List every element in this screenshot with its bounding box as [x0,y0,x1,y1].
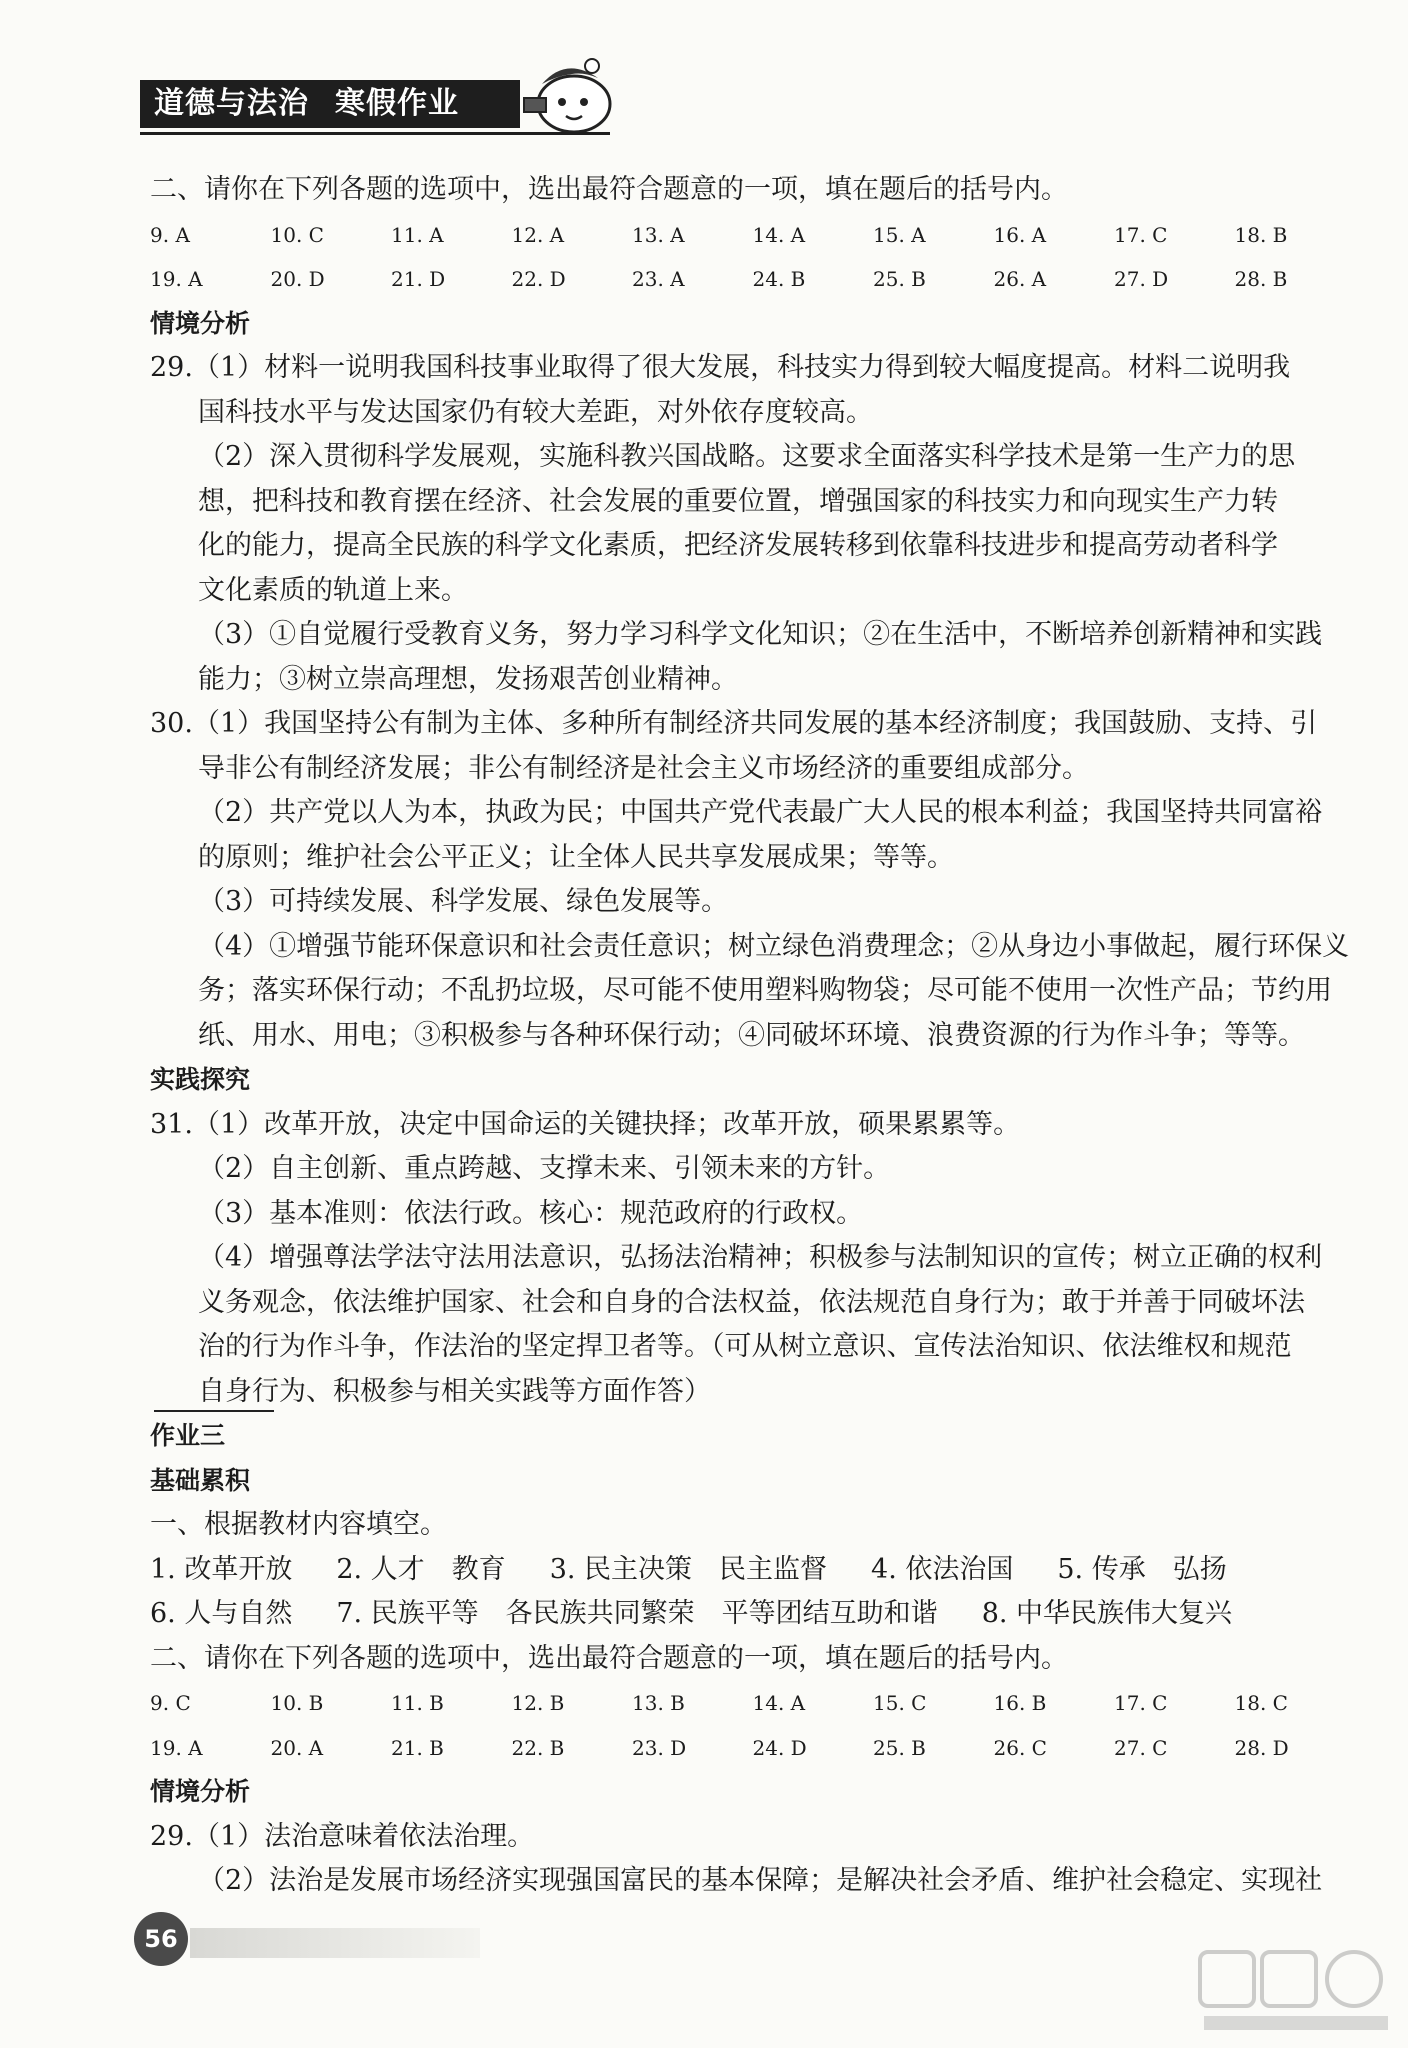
text-line [150,1859,1350,1904]
line-text: （3）基本准则：依法行政。核心：规范政府的行政权。 [198,1197,864,1229]
answer-item: 26. A [993,267,1047,291]
answer-item: 10. B [270,1691,324,1715]
answer-item: 27. D [1114,267,1169,291]
line-text: （3）可持续发展、科学发展、绿色发展等。 [198,886,729,917]
answer-item: 21. D [391,267,446,291]
section-title: 作业三 [150,1421,226,1450]
text-line [150,1637,1350,1682]
answer-item: 22. D [511,267,566,291]
fill-item: 6. 人与自然 [150,1598,293,1629]
footer-band [190,1928,480,1958]
text-line [150,702,1350,747]
text-line [150,1192,1350,1237]
text-line [150,836,1350,881]
answer-item: 23. D [632,1735,687,1760]
line-text: 治的行为作斗争，作法治的坚定捍卫者等。（可从树立意识、宣传法治知识、依法维权和规范 [198,1331,1292,1362]
line-text: （2）自主创新、重点跨越、支撑未来、引领未来的方针。 [198,1153,891,1184]
page-header [140,52,600,130]
answer-item: 17. C [1114,1691,1168,1715]
answer-item: 11. A [391,222,444,247]
line-text: 31.（1）改革开放，决定中国命运的关键抉择；改革开放，硕果累累等。 [150,1108,1021,1140]
line-text: 的原则；维护社会公平正义；让全体人民共享发展成果；等等。 [198,841,954,873]
answer-item: 19. A [150,267,203,291]
text-line [150,747,1350,792]
answer-item: 25. B [873,267,926,291]
text-line [150,1014,1350,1059]
text-line [150,569,1350,614]
section-title: 实践探究 [150,1065,251,1094]
section-title: 基础累积 [150,1465,251,1495]
fill-item: 5. 传承 弘扬 [1057,1553,1227,1585]
line-text: 29.（1）法治意味着依法治理。 [150,1820,535,1852]
text-line [150,435,1350,480]
fill-item: 2. 人才 教育 [336,1553,506,1585]
answer-item: 26. C [993,1735,1047,1760]
line-text: 二、请你在下列各题的选项中，选出最符合题意的一项，填在题后的括号内。 [150,1642,1068,1674]
section-rule [154,1410,274,1412]
text-line [150,524,1350,569]
answer-item: 13. B [632,1691,685,1715]
answer-item: 24. B [752,267,806,291]
answer-item: 9. A [150,222,190,247]
answer-item: 19. A [150,1735,203,1760]
header-book: 寒假作业 [335,86,459,121]
answer-row [150,257,1350,302]
line-text: （4）①增强节能环保意识和社会责任意识；树立绿色消费理念；②从身边小事做起，履行环保义 [198,930,1350,962]
text-line [150,880,1350,925]
section-heading [150,1770,1350,1815]
answer-item: 18. B [1234,222,1288,247]
header-subject: 道德与法治 [154,86,309,121]
text-line [150,613,1350,658]
line-text: （4）增强尊法学法守法用法意识，弘扬法治精神；积极参与法制知识的宣传；树立正确的权利 [198,1242,1323,1273]
line-text: 自身行为、积极参与相关实践等方面作答） [198,1375,711,1407]
answer-item: 23. A [632,267,685,291]
answer-item: 18. C [1234,1691,1288,1715]
line-text: （2）共产党以人为本，执政为民；中国共产党代表最广大人民的根本利益；我国坚持共同富裕 [198,797,1323,828]
fill-item: 3. 民主决策 民主监督 [549,1553,828,1585]
text-line [150,480,1350,525]
text-line [150,1503,1350,1548]
fill-row [150,1592,1350,1637]
answer-item: 16. A [993,222,1047,247]
fill-row [150,1548,1350,1593]
line-text: 29.（1）材料一说明我国科技事业取得了很大发展，科技实力得到较大幅度提高。材料二说明我 [150,352,1291,383]
answer-item: 11. B [391,1691,444,1715]
fill-item: 1. 改革开放 [150,1553,293,1585]
answer-item: 15. A [873,222,926,247]
line-text: 国科技水平与发达国家仍有较大差距，对外依存度较高。 [198,396,873,428]
header-title-bar [140,80,520,128]
answer-item: 14. A [752,1691,806,1715]
text-line [150,1281,1350,1326]
answer-item: 27. C [1114,1735,1168,1760]
answer-item: 21. B [391,1735,444,1760]
fill-item: 7. 民族平等 各民族共同繁荣 平等团结互助和谐 [336,1598,938,1629]
answer-item: 16. B [993,1691,1047,1715]
watermark-logo-icon [1196,1946,1396,2036]
section-heading [150,302,1350,347]
answer-item: 17. C [1114,222,1168,247]
answer-row [150,1726,1350,1771]
line-text: 30.（1）我国坚持公有制为主体、多种所有制经济共同发展的基本经济制度；我国鼓励、支持、引 [150,708,1318,739]
line-text: 化的能力，提高全民族的科学文化素质，把经济发展转移到依靠科技进步和提高劳动者科学 [198,530,1278,561]
text-line [150,1103,1350,1148]
answer-row [150,1681,1350,1726]
line-text: 想，把科技和教育摆在经济、社会发展的重要位置，增强国家的科技实力和向现实生产力转 [198,485,1278,517]
line-text: （2）法治是发展市场经济实现强国富民的基本保障；是解决社会矛盾、维护社会稳定、实现社 [198,1865,1323,1896]
section-heading [150,1459,1350,1504]
text-line [150,925,1350,970]
header-rule [140,132,610,135]
line-text: 务；落实环保行动；不乱扔垃圾，尽可能不使用塑料购物袋；尽可能不使用一次性产品；节约用 [198,975,1332,1006]
line-text: 导非公有制经济发展；非公有制经济是社会主义市场经济的重要组成部分。 [198,752,1089,784]
answer-item: 14. A [752,222,806,247]
text-line [150,1236,1350,1281]
text-line [150,791,1350,836]
answer-item: 9. C [150,1691,191,1715]
answer-item: 15. C [873,1691,927,1715]
section-heading [150,1414,1350,1459]
text-line [150,391,1350,436]
fill-item: 4. 依法治国 [871,1553,1014,1585]
line-text: 文化素质的轨道上来。 [198,574,468,606]
mascot-icon [522,52,614,136]
line-text: 能力；③树立崇高理想，发扬艰苦创业精神。 [198,663,738,695]
text-line [150,969,1350,1014]
line-text: 一、根据教材内容填空。 [150,1509,447,1540]
answer-item: 24. D [752,1735,807,1760]
answer-row [150,213,1350,258]
section-title: 情境分析 [150,1777,251,1806]
answer-item: 20. A [270,1735,324,1760]
text-line [150,1147,1350,1192]
section-heading [150,1058,1350,1103]
line-text: （2）深入贯彻科学发展观，实施科教兴国战略。这要求全面落实科学技术是第一生产力的思 [198,441,1296,472]
line-text: 纸、用水、用电；③积极参与各种环保行动；④同破坏环境、浪费资源的行为作斗争；等等。 [198,1019,1305,1051]
text-line [150,346,1350,391]
text-line [150,168,1350,213]
answer-item: 10. C [270,222,324,247]
line-text: 二、请你在下列各题的选项中，选出最符合题意的一项，填在题后的括号内。 [150,174,1068,205]
answer-item: 20. D [270,267,325,291]
page-number: 56 [134,1912,188,1966]
answer-item: 22. B [511,1735,565,1760]
section-title: 情境分析 [150,308,251,338]
answer-item: 12. B [511,1691,565,1715]
text-line [150,1815,1350,1860]
fill-item: 8. 中华民族伟大复兴 [981,1598,1233,1629]
answer-item: 28. D [1234,1735,1289,1760]
answer-item: 25. B [873,1735,926,1760]
answer-item: 12. A [511,222,565,247]
text-line [150,1325,1350,1370]
line-text: 义务观念，依法维护国家、社会和自身的合法权益，依法规范自身行为；敢于并善于同破坏法 [198,1286,1305,1318]
answer-item: 13. A [632,222,685,247]
answer-content [150,168,1350,1904]
line-text: （3）①自觉履行受教育义务，努力学习科学文化知识；②在生活中，不断培养创新精神和实践 [198,619,1323,650]
text-line [150,658,1350,703]
answer-item: 28. B [1234,267,1288,291]
text-line [150,1370,1350,1415]
